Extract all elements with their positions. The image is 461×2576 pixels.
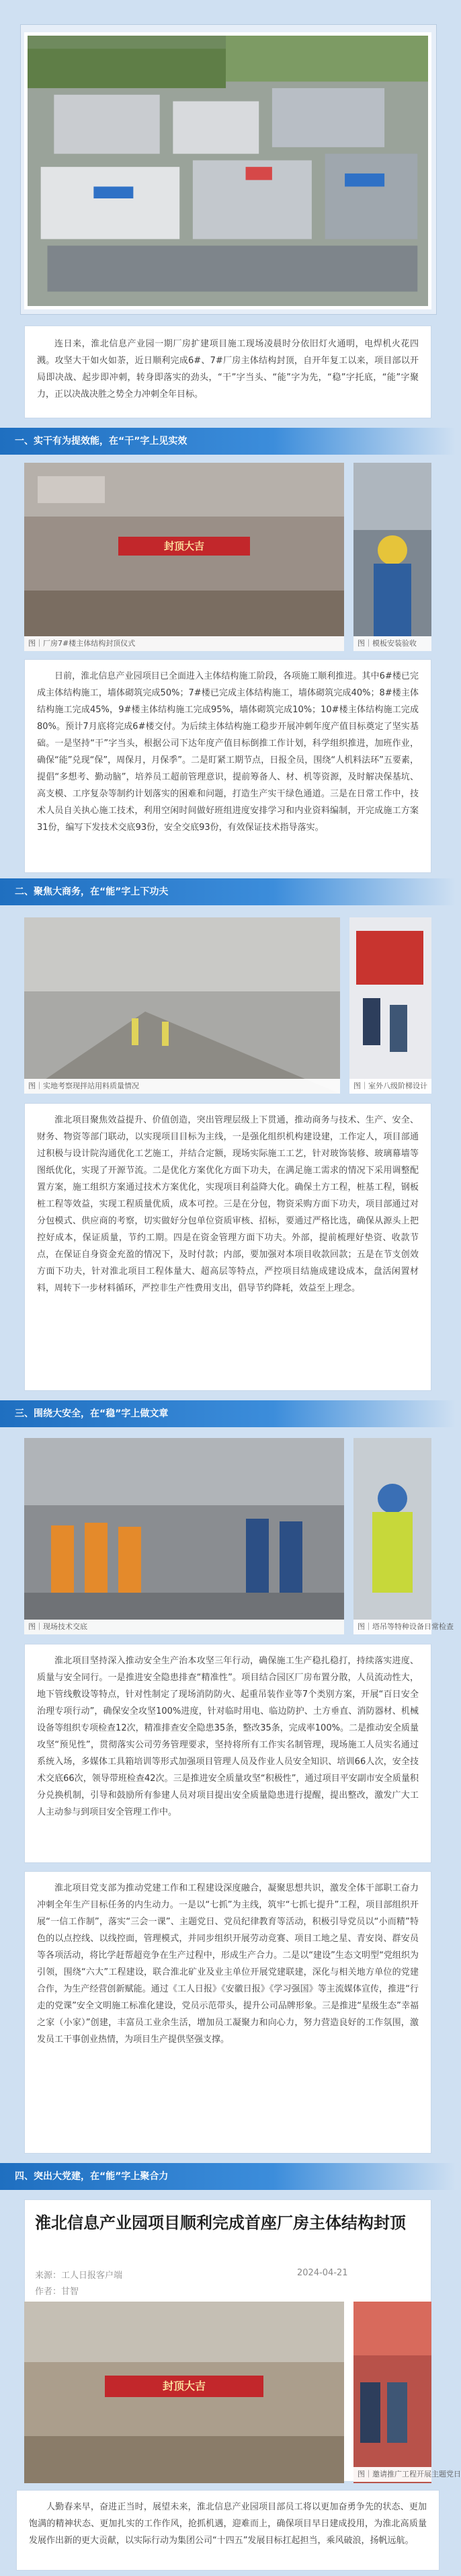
caption-topping-ceremony: 图｜厂房7#楼主体结构封顶仪式 xyxy=(24,636,344,651)
party-day-scene xyxy=(353,2302,431,2483)
section-1-header xyxy=(0,428,456,455)
section-4-text-card xyxy=(24,1871,431,2154)
section-3-paragraph: 淮北项目坚持深入推动安全生产治本攻坚三年行动，确保施工生产稳扎稳打，持续落实进度、质量与安全同行。一是推进安全隐患排查“精准性”。项目结合园区厂房布置分散，人员流动性大，地下管线敷设等特点，针对性制定了现场消防防火、起重吊装作业等7个类别方案，开展“百日安全治理专项行动”，确保安全攻坚100%进度，针对临时用电、临边防护、土方垂直、消防器材、机械设备等组织专项检查12次，精准排查安全隐患35条，整改35条，完成率100%。二是推动安全质量攻坚“预见性”，贯彻落实公司劳务管理要求，坚持将所有工作实名制管理，现场施工人员实名通过系统入场，多媒体工具箱培训等形式加强项目管理人员及作业人员安全知识、培训66人次，安全技术交底66次，领导带班检查42次。三是推进安全质量攻坚“积极性”，通过项目平安副市安全质量积分兑换机制，引导和鼓励所有参建人员对项目提出安全质量隐患进行提醒，提出整改，激发广大工人主动参与到项目安全管理工作中。 xyxy=(37,1656,419,1817)
section-2-header xyxy=(0,878,456,905)
section-4-title: 四、突出大党建，在“能”字上聚合力 xyxy=(15,2171,169,2182)
section-3-header xyxy=(0,1400,456,1427)
photo-outdoor-stairs xyxy=(349,917,431,1094)
news-source: 来源：工人日报客户端 xyxy=(35,2271,123,2281)
closing-card xyxy=(16,2490,439,2571)
section-3-text-card xyxy=(24,1644,431,1863)
news-date: 2024-04-21 xyxy=(297,2268,348,2278)
photo-party-day xyxy=(353,2302,431,2483)
closing-paragraph: 人勤春来早，奋进正当时，展望未来，淮北信息产业园项目部员工将以更加奋勇争先的状态、更加饱满的精神状态、更加扎实的工作作风，抢抓机遇，迎难而上，确保项目早日建成投用，为淮北高质量发展作出新的更大贡献，以实际行动为集团公司“十四五”发展目标扛起担当，乘风破浪，扬帆远航。 xyxy=(29,2502,427,2546)
topping-banner-text: 封顶大吉 xyxy=(163,540,204,552)
intro-paragraph: 连日来，淮北信息产业园一期厂房扩建项目施工现场凌晨时分依旧灯火通明，电焊机火花四溅。攻坚大干如火如荼，近日顺利完成6#、7#厂房主体结构封顶，自开年复工以来，项目部以开局即决战、起步即冲刺，转身即落实的劲头，“干”字当头、“能”字为先，“稳”字托底，“能”字聚力，正以决战决胜之势全力冲刺全年目标。 xyxy=(37,339,419,400)
section-2-paragraph: 淮北项目聚焦效益提升、价值创造，突出管理层级上下贯通，推动商务与技术、生产、安全、财务、物资等部门联动，以实现项目目标为主线，一是强化组织机构建设建，工作定人，项目部通过积极与设计院沟通优化工艺施工，并结合定额，现场实际施工工艺，针对玻饰装修、玻璃幕墙等图纸优化，实现了开源节流。二是优化方案优化方面下功夫，在满足施工需求的情况下采用调整配置方案，施工组织方案通过技术方案优化，实现项目利益降大化。确保土方工程，桩基工程，钢板桩工程等效益，实现工程质量优质，成本可控。三是在分包，物资采购方面下功夫，项目部通过对分包模式、供应商的考察，切实做好分包单位资质审核、招标，要通过严格比选，确保从源头上把控好成本，保证质量，节约工期。四是在资金管理方面下功夫。外部，提前梳理好垫资、收款节点，在保证自身资金充盈的情况下，及时付款；内部，要加强对本项目收款回款；五是在节支创效方面下功夫，针对淮北项目工程体量大、超高层等特点，严控项目结施成建设成本，盘活闲置材料，周转下一步材料循环，严控非生产性费用支出，倡导节约降耗，效益至上理念。 xyxy=(37,1115,419,1293)
photo-mixing-station xyxy=(24,917,340,1094)
photo-technical-briefing xyxy=(24,1438,344,1634)
topping-ceremony-scene xyxy=(24,463,344,651)
caption-tower-crane-check: 图｜塔吊等特种设备日常检查 xyxy=(353,1620,431,1634)
news-banner-text: 封顶大吉 xyxy=(162,2380,206,2392)
news-headline[interactable]: 淮北信息产业园项目顺利完成首座厂房主体结构封顶 xyxy=(35,2213,406,2232)
news-author: 作者：甘智 xyxy=(35,2287,79,2297)
section-1-title: 一、实干有为提效能，在“干”字上见实效 xyxy=(15,436,187,447)
photo-topping-ceremony xyxy=(24,463,344,651)
section-2-title: 二、聚焦大商务，在“能”字上下功夫 xyxy=(15,886,169,897)
section-2-text-card xyxy=(24,1103,431,1391)
formwork-scene xyxy=(353,463,431,651)
photo-formwork-inspection xyxy=(353,463,431,651)
section-3-title: 三、围绕大安全，在“稳”字上做文章 xyxy=(15,1408,169,1419)
news-banner xyxy=(105,2376,263,2397)
photo-tower-crane-check xyxy=(353,1438,431,1634)
hero-aerial-photo xyxy=(24,32,431,309)
mixing-station-scene xyxy=(24,917,340,1094)
caption-technical-briefing: 图｜现场技术交底 xyxy=(24,1620,344,1634)
caption-party-day: 图｜邀请推广工程开展主题党日 xyxy=(353,2467,431,2482)
section-1-text-card xyxy=(24,659,431,873)
photo-news-topping xyxy=(24,2302,344,2483)
news-meta xyxy=(35,2268,348,2281)
caption-mixing-station: 图｜实地考察现拌站用料质量情况 xyxy=(24,1079,340,1094)
topping-banner xyxy=(118,537,250,556)
outdoor-stairs-scene xyxy=(349,917,431,1094)
section-4-header xyxy=(0,2163,456,2190)
hero-aerial-scene xyxy=(28,36,428,306)
section-4-paragraph: 淮北项目党支部为推动党建工作和工程建设深度融合，凝聚思想共识，激发全体干部职工奋力冲刺全年生产目标任务的内生动力。一是以“七抓”为主线，筑牢“七抓七提升”工程，项目部组织开展“一信工作制”，落实“三会一课”、主题党日、党员纪律教育等活动，积极引导党员以“小而精”特色的以点控线、以线控面，管理模式，并同步组织开展劳动竞赛、项目工地之星、青安岗、群安员等各项活动，将比学赶帮超竞争在生产过程中，形成生产合力。二是以“建设”生态文明型“党组织为引领，围绕“六大”工程建设，联合淮北矿业及业主单位开展党建联建，深化与相关地方单位的党建合作，为生产经营创新赋能。通过《工人日报》《安徽日报》《学习强国》等主流媒体宣传，推进“行走的党课”安全文明施工标准化建设，党员示范带头，提升公司品牌形象。三是推进“星级生态”幸福之家（小家）”创建，丰富员工业余生活，增加员工凝聚力和向心力，努力营造良好的工作氛围，激发员工干事创业热情，为项目生产提供坚强支撑。 xyxy=(37,1883,419,2045)
intro-card xyxy=(24,326,431,418)
tower-crane-scene xyxy=(353,1438,431,1634)
caption-outdoor-stairs: 图｜室外八级阶梯设计 xyxy=(349,1079,431,1094)
section-1-paragraph: 日前，淮北信息产业园项目已全面进入主体结构施工阶段，各项施工顺利推进。其中6#楼已完成主体结构施工，墙体砌筑完成50%；7#楼已完成主体结构施工，墙体砌筑完成40%；8#楼主体结构施工完成45%，9#楼主体结构施工完成95%，墙体砌筑完成10%；10#楼主体结构施工完成80%。预计7月底将完成6#楼交付。为后续主体结构施工稳步开展冲刺年度产值目标奠定了坚实基础。一是坚持“干”字当头，根据公司下达年度产值目标倒推工作计划，科学组织推进，加班作业，确保“能”兑现“保”，周保月，月保季”。二是盯紧工期节点，日报全员，围绕“人机料法环”五要素，提倡“多想考、勤动脑”，培养员工超前管理意识，提前筹备人、材、机等资源，及时解决保基坑、高支模、工序复杂等制约计划落实的困难和问题，打造生产实干绿色通道。三是在日常工作中，技术人员自关执心施工技术，利用空闲时间做好班组进度安排学习和内业资料编制，开完成施工方案31份，编写下发技术交底93份，安全交底93份，有效保证技术指导落实。 xyxy=(37,671,419,833)
caption-formwork-inspection: 图｜模板安装验收 xyxy=(353,636,431,651)
technical-briefing-scene xyxy=(24,1438,344,1634)
